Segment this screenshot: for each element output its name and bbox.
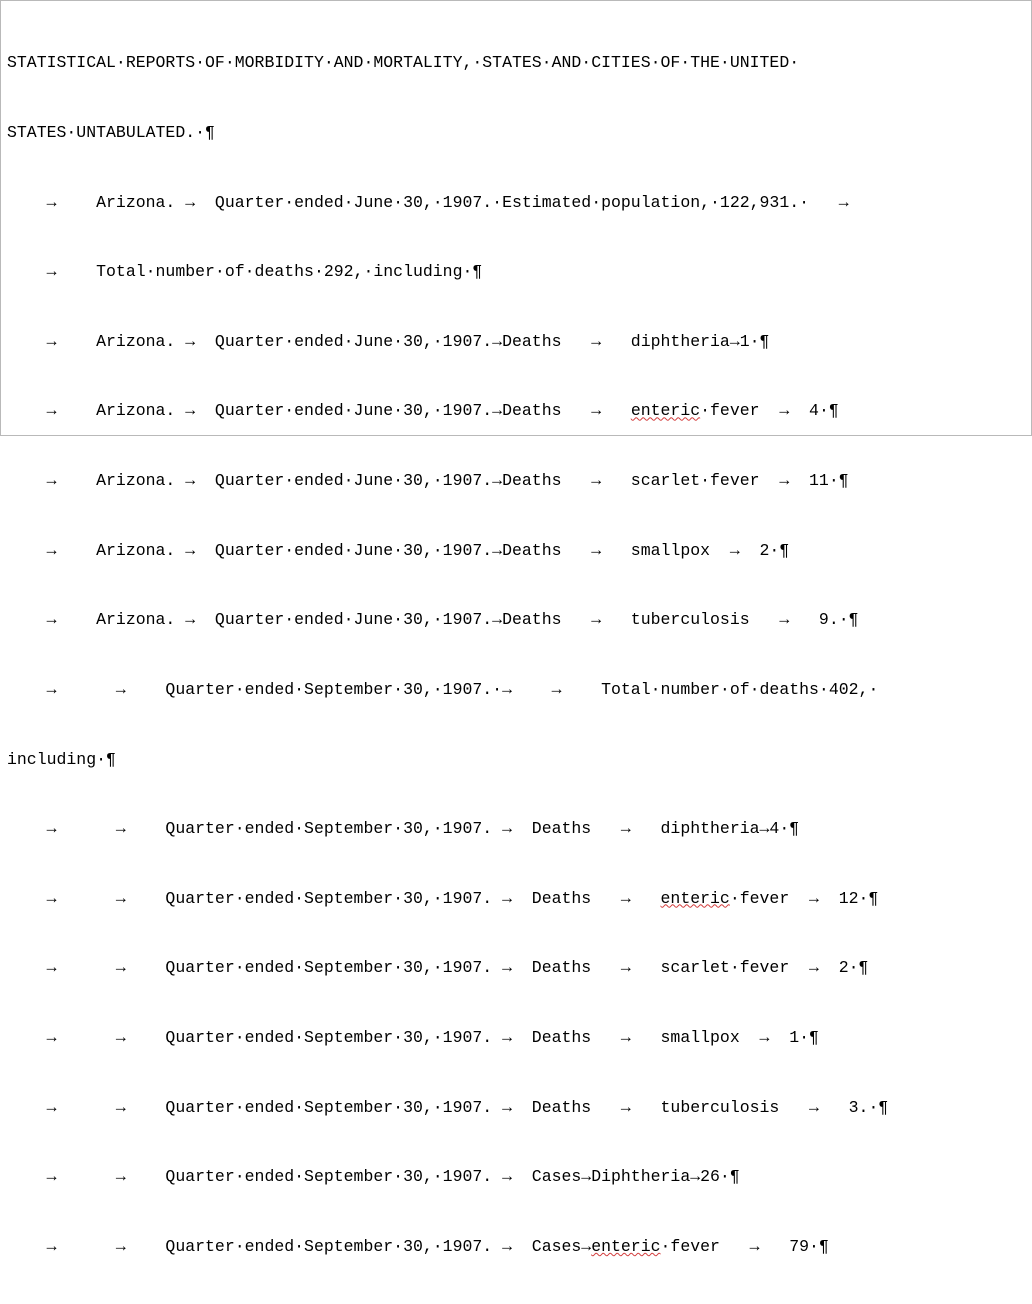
document-line: → → Quarter·ended·September·30,·1907. → Cases→enteric·fever → 79·¶ — [7, 1236, 829, 1256]
document-line: → Arizona. → Quarter·ended·June·30,·1907.→Deaths → smallpox → 2·¶ — [7, 540, 790, 560]
document-line: → → Quarter·ended·September·30,·1907. → Cases→Diphtheria→26·¶ — [7, 1167, 740, 1187]
document-line: → → Quarter·ended·September·30,·1907. → Deaths → scarlet·fever → 2·¶ — [7, 958, 869, 978]
document-line: → → Quarter·ended·September·30,·1907. → Deaths → enteric·fever → 12·¶ — [7, 888, 879, 908]
document-line: → Arizona. → Quarter·ended·June·30,·1907.→Deaths → tuberculosis → 9.·¶ — [7, 610, 859, 630]
document-line: → → Quarter·ended·September·30,·1907. → Deaths → diphtheria→4·¶ — [7, 819, 800, 839]
document-line: → Total·number·of·deaths·292,·including·¶ — [7, 262, 483, 282]
document-line: → Arizona. → Quarter·ended·June·30,·1907.·Estimated·population,·122,931.· → — [7, 192, 849, 212]
document-line: → Arizona. → Quarter·ended·June·30,·1907.→Deaths → scarlet·fever → 11·¶ — [7, 471, 849, 491]
document-line: STATES·UNTABULATED.·¶ — [7, 123, 215, 143]
document-line: including·¶ — [7, 749, 116, 769]
document-line: → → Quarter·ended·September·30,·1907. → Deaths → smallpox → 1·¶ — [7, 1027, 819, 1047]
document-line: → Arizona. → Quarter·ended·June·30,·1907.→Deaths → enteric·fever → 4·¶ — [7, 401, 839, 421]
document-line: STATISTICAL·REPORTS·OF·MORBIDITY·AND·MORTALITY,·STATES·AND·CITIES·OF·THE·UNITED· — [7, 53, 800, 73]
document-line: → Arizona. → Quarter·ended·June·30,·1907.→Deaths → diphtheria→1·¶ — [7, 331, 770, 351]
document-line: → → Quarter·ended·September·30,·1907. → Deaths → tuberculosis → 3.·¶ — [7, 1097, 889, 1117]
document-line: → → Quarter·ended·September·30,·1907.·→ → Total·number·of·deaths·402,· — [7, 679, 879, 699]
document-text-body[interactable] — [1, 1, 1031, 1304]
